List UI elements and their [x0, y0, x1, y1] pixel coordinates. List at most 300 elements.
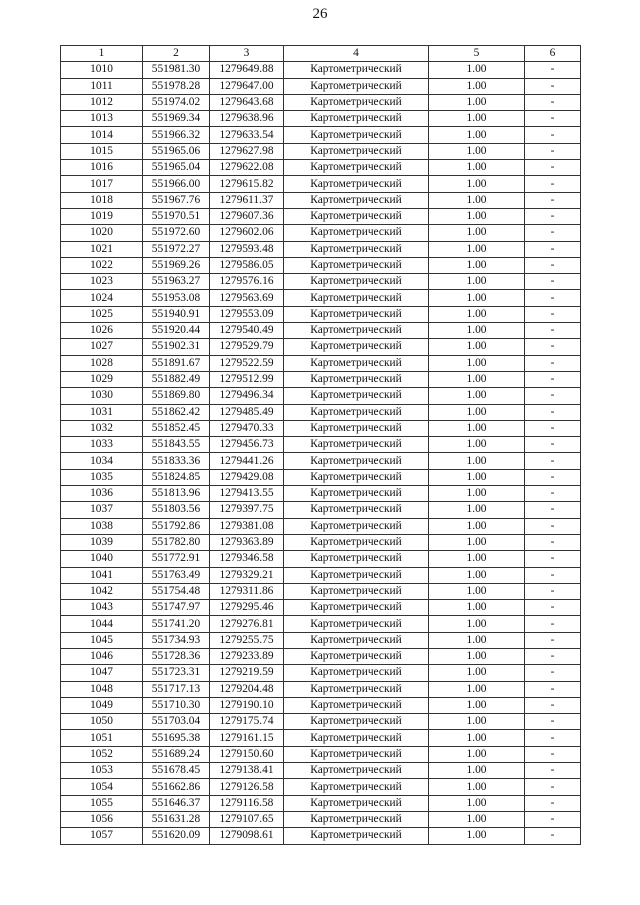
table-row — [61, 681, 581, 697]
note-cell: - — [525, 600, 581, 616]
y-coordinate-cell: 1279456.73 — [210, 437, 284, 453]
accuracy-cell: 1.00 — [429, 681, 525, 697]
note-cell: - — [525, 518, 581, 534]
note-cell: - — [525, 127, 581, 143]
y-coordinate-cell: 1279381.08 — [210, 518, 284, 534]
accuracy-cell: 1.00 — [429, 94, 525, 110]
method-cell: Картометрический — [284, 420, 429, 436]
x-coordinate-cell: 551963.27 — [143, 274, 210, 290]
point-number-cell: 1047 — [61, 665, 143, 681]
table-row — [61, 371, 581, 387]
point-number-cell: 1052 — [61, 746, 143, 762]
x-coordinate-cell: 551920.44 — [143, 323, 210, 339]
point-number-cell: 1021 — [61, 241, 143, 257]
accuracy-cell: 1.00 — [429, 371, 525, 387]
point-number-cell: 1019 — [61, 208, 143, 224]
point-number-cell: 1030 — [61, 388, 143, 404]
table-row — [61, 339, 581, 355]
note-cell: - — [525, 225, 581, 241]
method-cell: Картометрический — [284, 127, 429, 143]
y-coordinate-cell: 1279295.46 — [210, 600, 284, 616]
x-coordinate-cell: 551620.09 — [143, 828, 210, 844]
method-cell: Картометрический — [284, 697, 429, 713]
x-coordinate-cell: 551969.34 — [143, 111, 210, 127]
note-cell: - — [525, 469, 581, 485]
table-row — [61, 355, 581, 371]
method-cell: Картометрический — [284, 600, 429, 616]
note-cell: - — [525, 388, 581, 404]
method-cell: Картометрический — [284, 665, 429, 681]
table-row — [61, 551, 581, 567]
note-cell: - — [525, 274, 581, 290]
point-number-cell: 1041 — [61, 567, 143, 583]
x-coordinate-cell: 551792.86 — [143, 518, 210, 534]
method-cell: Картометрический — [284, 225, 429, 241]
note-cell: - — [525, 404, 581, 420]
table-row — [61, 62, 581, 78]
y-coordinate-cell: 1279138.41 — [210, 763, 284, 779]
y-coordinate-cell: 1279233.89 — [210, 648, 284, 664]
y-coordinate-cell: 1279413.55 — [210, 486, 284, 502]
note-cell: - — [525, 551, 581, 567]
table-row — [61, 534, 581, 550]
accuracy-cell: 1.00 — [429, 551, 525, 567]
y-coordinate-cell: 1279329.21 — [210, 567, 284, 583]
y-coordinate-cell: 1279638.96 — [210, 111, 284, 127]
table-row — [61, 648, 581, 664]
note-cell: - — [525, 437, 581, 453]
method-cell: Картометрический — [284, 551, 429, 567]
x-coordinate-cell: 551646.37 — [143, 795, 210, 811]
method-cell: Картометрический — [284, 681, 429, 697]
accuracy-cell: 1.00 — [429, 127, 525, 143]
y-coordinate-cell: 1279485.49 — [210, 404, 284, 420]
method-cell: Картометрический — [284, 648, 429, 664]
table-row — [61, 208, 581, 224]
point-number-cell: 1027 — [61, 339, 143, 355]
method-cell: Картометрический — [284, 176, 429, 192]
y-coordinate-cell: 1279615.82 — [210, 176, 284, 192]
note-cell: - — [525, 828, 581, 844]
method-cell: Картометрический — [284, 730, 429, 746]
y-coordinate-cell: 1279563.69 — [210, 290, 284, 306]
note-cell: - — [525, 453, 581, 469]
method-cell: Картометрический — [284, 779, 429, 795]
table-row — [61, 502, 581, 518]
y-coordinate-cell: 1279643.68 — [210, 94, 284, 110]
x-coordinate-cell: 551966.00 — [143, 176, 210, 192]
x-coordinate-cell: 551940.91 — [143, 306, 210, 322]
table-row — [61, 453, 581, 469]
table-row — [61, 176, 581, 192]
accuracy-cell: 1.00 — [429, 469, 525, 485]
y-coordinate-cell: 1279150.60 — [210, 746, 284, 762]
y-coordinate-cell: 1279633.54 — [210, 127, 284, 143]
y-coordinate-cell: 1279611.37 — [210, 192, 284, 208]
point-number-cell: 1012 — [61, 94, 143, 110]
point-number-cell: 1014 — [61, 127, 143, 143]
point-number-cell: 1010 — [61, 62, 143, 78]
accuracy-cell: 1.00 — [429, 486, 525, 502]
note-cell: - — [525, 257, 581, 273]
point-number-cell: 1036 — [61, 486, 143, 502]
accuracy-cell: 1.00 — [429, 192, 525, 208]
table-row — [61, 78, 581, 94]
method-cell: Картометрический — [284, 257, 429, 273]
table-row — [61, 192, 581, 208]
y-coordinate-cell: 1279190.10 — [210, 697, 284, 713]
accuracy-cell: 1.00 — [429, 143, 525, 159]
method-cell: Картометрический — [284, 828, 429, 844]
x-coordinate-cell: 551747.97 — [143, 600, 210, 616]
point-number-cell: 1040 — [61, 551, 143, 567]
method-cell: Картометрический — [284, 143, 429, 159]
accuracy-cell: 1.00 — [429, 241, 525, 257]
accuracy-cell: 1.00 — [429, 730, 525, 746]
y-coordinate-cell: 1279126.58 — [210, 779, 284, 795]
accuracy-cell: 1.00 — [429, 811, 525, 827]
point-number-cell: 1013 — [61, 111, 143, 127]
point-number-cell: 1016 — [61, 160, 143, 176]
point-number-cell: 1015 — [61, 143, 143, 159]
point-number-cell: 1033 — [61, 437, 143, 453]
method-cell: Картометрический — [284, 534, 429, 550]
note-cell: - — [525, 763, 581, 779]
method-cell: Картометрический — [284, 371, 429, 387]
accuracy-cell: 1.00 — [429, 665, 525, 681]
table-row — [61, 94, 581, 110]
method-cell: Картометрический — [284, 567, 429, 583]
y-coordinate-cell: 1279276.81 — [210, 616, 284, 632]
accuracy-cell: 1.00 — [429, 62, 525, 78]
method-cell: Картометрический — [284, 388, 429, 404]
y-coordinate-cell: 1279219.59 — [210, 665, 284, 681]
x-coordinate-cell: 551902.31 — [143, 339, 210, 355]
method-cell: Картометрический — [284, 323, 429, 339]
y-coordinate-cell: 1279602.06 — [210, 225, 284, 241]
point-number-cell: 1044 — [61, 616, 143, 632]
point-number-cell: 1025 — [61, 306, 143, 322]
x-coordinate-cell: 551869.80 — [143, 388, 210, 404]
method-cell: Картометрический — [284, 208, 429, 224]
table-row — [61, 290, 581, 306]
method-cell: Картометрический — [284, 62, 429, 78]
point-number-cell: 1046 — [61, 648, 143, 664]
note-cell: - — [525, 290, 581, 306]
x-coordinate-cell: 551972.27 — [143, 241, 210, 257]
table-row — [61, 795, 581, 811]
y-coordinate-cell: 1279175.74 — [210, 714, 284, 730]
note-cell: - — [525, 730, 581, 746]
note-cell: - — [525, 697, 581, 713]
accuracy-cell: 1.00 — [429, 534, 525, 550]
x-coordinate-cell: 551882.49 — [143, 371, 210, 387]
x-coordinate-cell: 551678.45 — [143, 763, 210, 779]
x-coordinate-cell: 551803.56 — [143, 502, 210, 518]
note-cell: - — [525, 567, 581, 583]
y-coordinate-cell: 1279627.98 — [210, 143, 284, 159]
point-number-cell: 1032 — [61, 420, 143, 436]
point-number-cell: 1026 — [61, 323, 143, 339]
note-cell: - — [525, 486, 581, 502]
table-row — [61, 274, 581, 290]
note-cell: - — [525, 78, 581, 94]
column-header: 4 — [284, 46, 429, 62]
table-row — [61, 143, 581, 159]
column-header: 6 — [525, 46, 581, 62]
method-cell: Картометрический — [284, 453, 429, 469]
accuracy-cell: 1.00 — [429, 225, 525, 241]
note-cell: - — [525, 665, 581, 681]
accuracy-cell: 1.00 — [429, 208, 525, 224]
method-cell: Картометрический — [284, 811, 429, 827]
y-coordinate-cell: 1279204.48 — [210, 681, 284, 697]
x-coordinate-cell: 551703.04 — [143, 714, 210, 730]
x-coordinate-cell: 551717.13 — [143, 681, 210, 697]
column-header: 3 — [210, 46, 284, 62]
y-coordinate-cell: 1279576.16 — [210, 274, 284, 290]
point-number-cell: 1053 — [61, 763, 143, 779]
accuracy-cell: 1.00 — [429, 111, 525, 127]
note-cell: - — [525, 339, 581, 355]
x-coordinate-cell: 551966.32 — [143, 127, 210, 143]
x-coordinate-cell: 551763.49 — [143, 567, 210, 583]
accuracy-cell: 1.00 — [429, 502, 525, 518]
x-coordinate-cell: 551974.02 — [143, 94, 210, 110]
x-coordinate-cell: 551843.55 — [143, 437, 210, 453]
y-coordinate-cell: 1279649.88 — [210, 62, 284, 78]
table-row — [61, 730, 581, 746]
y-coordinate-cell: 1279540.49 — [210, 323, 284, 339]
point-number-cell: 1042 — [61, 583, 143, 599]
accuracy-cell: 1.00 — [429, 697, 525, 713]
point-number-cell: 1028 — [61, 355, 143, 371]
note-cell: - — [525, 632, 581, 648]
y-coordinate-cell: 1279116.58 — [210, 795, 284, 811]
x-coordinate-cell: 551754.48 — [143, 583, 210, 599]
method-cell: Картометрический — [284, 192, 429, 208]
table-row — [61, 241, 581, 257]
table-row — [61, 127, 581, 143]
point-number-cell: 1023 — [61, 274, 143, 290]
note-cell: - — [525, 355, 581, 371]
point-number-cell: 1029 — [61, 371, 143, 387]
table-row — [61, 306, 581, 322]
note-cell: - — [525, 143, 581, 159]
method-cell: Картометрический — [284, 94, 429, 110]
y-coordinate-cell: 1279311.86 — [210, 583, 284, 599]
x-coordinate-cell: 551734.93 — [143, 632, 210, 648]
y-coordinate-cell: 1279107.65 — [210, 811, 284, 827]
method-cell: Картометрический — [284, 355, 429, 371]
accuracy-cell: 1.00 — [429, 306, 525, 322]
table-row — [61, 225, 581, 241]
table-row — [61, 600, 581, 616]
y-coordinate-cell: 1279496.34 — [210, 388, 284, 404]
y-coordinate-cell: 1279593.48 — [210, 241, 284, 257]
y-coordinate-cell: 1279647.00 — [210, 78, 284, 94]
note-cell: - — [525, 779, 581, 795]
x-coordinate-cell: 551723.31 — [143, 665, 210, 681]
accuracy-cell: 1.00 — [429, 714, 525, 730]
point-number-cell: 1049 — [61, 697, 143, 713]
table-row — [61, 486, 581, 502]
method-cell: Картометрический — [284, 290, 429, 306]
accuracy-cell: 1.00 — [429, 355, 525, 371]
table-row — [61, 437, 581, 453]
y-coordinate-cell: 1279607.36 — [210, 208, 284, 224]
column-header: 2 — [143, 46, 210, 62]
x-coordinate-cell: 551728.36 — [143, 648, 210, 664]
y-coordinate-cell: 1279622.08 — [210, 160, 284, 176]
point-number-cell: 1022 — [61, 257, 143, 273]
x-coordinate-cell: 551852.45 — [143, 420, 210, 436]
column-header: 5 — [429, 46, 525, 62]
y-coordinate-cell: 1279161.15 — [210, 730, 284, 746]
note-cell: - — [525, 616, 581, 632]
point-number-cell: 1050 — [61, 714, 143, 730]
x-coordinate-cell: 551981.30 — [143, 62, 210, 78]
method-cell: Картометрический — [284, 339, 429, 355]
accuracy-cell: 1.00 — [429, 404, 525, 420]
note-cell: - — [525, 648, 581, 664]
table-row — [61, 763, 581, 779]
point-number-cell: 1037 — [61, 502, 143, 518]
point-number-cell: 1031 — [61, 404, 143, 420]
x-coordinate-cell: 551631.28 — [143, 811, 210, 827]
accuracy-cell: 1.00 — [429, 583, 525, 599]
accuracy-cell: 1.00 — [429, 828, 525, 844]
accuracy-cell: 1.00 — [429, 795, 525, 811]
x-coordinate-cell: 551782.80 — [143, 534, 210, 550]
y-coordinate-cell: 1279346.58 — [210, 551, 284, 567]
method-cell: Картометрический — [284, 486, 429, 502]
note-cell: - — [525, 534, 581, 550]
table-row — [61, 567, 581, 583]
method-cell: Картометрический — [284, 160, 429, 176]
point-number-cell: 1038 — [61, 518, 143, 534]
accuracy-cell: 1.00 — [429, 437, 525, 453]
point-number-cell: 1056 — [61, 811, 143, 827]
accuracy-cell: 1.00 — [429, 257, 525, 273]
point-number-cell: 1045 — [61, 632, 143, 648]
table-row — [61, 779, 581, 795]
note-cell: - — [525, 420, 581, 436]
table-row — [61, 111, 581, 127]
table-row — [61, 632, 581, 648]
y-coordinate-cell: 1279397.75 — [210, 502, 284, 518]
note-cell: - — [525, 176, 581, 192]
table-row — [61, 697, 581, 713]
point-number-cell: 1054 — [61, 779, 143, 795]
point-number-cell: 1011 — [61, 78, 143, 94]
table-row — [61, 746, 581, 762]
column-header: 1 — [61, 46, 143, 62]
accuracy-cell: 1.00 — [429, 616, 525, 632]
y-coordinate-cell: 1279363.89 — [210, 534, 284, 550]
x-coordinate-cell: 551772.91 — [143, 551, 210, 567]
accuracy-cell: 1.00 — [429, 632, 525, 648]
accuracy-cell: 1.00 — [429, 518, 525, 534]
table-row — [61, 714, 581, 730]
note-cell: - — [525, 371, 581, 387]
table-row — [61, 323, 581, 339]
method-cell: Картометрический — [284, 241, 429, 257]
accuracy-cell: 1.00 — [429, 648, 525, 664]
method-cell: Картометрический — [284, 469, 429, 485]
method-cell: Картометрический — [284, 274, 429, 290]
note-cell: - — [525, 160, 581, 176]
page-number: 26 — [312, 6, 328, 22]
accuracy-cell: 1.00 — [429, 176, 525, 192]
point-number-cell: 1039 — [61, 534, 143, 550]
accuracy-cell: 1.00 — [429, 160, 525, 176]
note-cell: - — [525, 306, 581, 322]
y-coordinate-cell: 1279470.33 — [210, 420, 284, 436]
coordinates-table — [60, 45, 581, 845]
point-number-cell: 1048 — [61, 681, 143, 697]
y-coordinate-cell: 1279441.26 — [210, 453, 284, 469]
x-coordinate-cell: 551862.42 — [143, 404, 210, 420]
point-number-cell: 1024 — [61, 290, 143, 306]
table-body — [61, 62, 581, 844]
note-cell: - — [525, 795, 581, 811]
x-coordinate-cell: 551953.08 — [143, 290, 210, 306]
y-coordinate-cell: 1279255.75 — [210, 632, 284, 648]
accuracy-cell: 1.00 — [429, 339, 525, 355]
table-row — [61, 388, 581, 404]
x-coordinate-cell: 551824.85 — [143, 469, 210, 485]
y-coordinate-cell: 1279098.61 — [210, 828, 284, 844]
x-coordinate-cell: 551689.24 — [143, 746, 210, 762]
method-cell: Картометрический — [284, 306, 429, 322]
method-cell: Картометрический — [284, 518, 429, 534]
accuracy-cell: 1.00 — [429, 78, 525, 94]
note-cell: - — [525, 192, 581, 208]
x-coordinate-cell: 551891.67 — [143, 355, 210, 371]
header-row — [61, 46, 581, 62]
x-coordinate-cell: 551710.30 — [143, 697, 210, 713]
x-coordinate-cell: 551741.20 — [143, 616, 210, 632]
note-cell: - — [525, 681, 581, 697]
point-number-cell: 1043 — [61, 600, 143, 616]
y-coordinate-cell: 1279553.09 — [210, 306, 284, 322]
x-coordinate-cell: 551965.06 — [143, 143, 210, 159]
accuracy-cell: 1.00 — [429, 567, 525, 583]
accuracy-cell: 1.00 — [429, 274, 525, 290]
method-cell: Картометрический — [284, 746, 429, 762]
accuracy-cell: 1.00 — [429, 290, 525, 306]
table-row — [61, 518, 581, 534]
note-cell: - — [525, 502, 581, 518]
x-coordinate-cell: 551965.04 — [143, 160, 210, 176]
table-row — [61, 828, 581, 844]
method-cell: Картометрический — [284, 78, 429, 94]
x-coordinate-cell: 551813.96 — [143, 486, 210, 502]
method-cell: Картометрический — [284, 714, 429, 730]
note-cell: - — [525, 62, 581, 78]
accuracy-cell: 1.00 — [429, 453, 525, 469]
x-coordinate-cell: 551978.28 — [143, 78, 210, 94]
point-number-cell: 1034 — [61, 453, 143, 469]
accuracy-cell: 1.00 — [429, 323, 525, 339]
accuracy-cell: 1.00 — [429, 600, 525, 616]
point-number-cell: 1018 — [61, 192, 143, 208]
x-coordinate-cell: 551695.38 — [143, 730, 210, 746]
y-coordinate-cell: 1279429.08 — [210, 469, 284, 485]
method-cell: Картометрический — [284, 502, 429, 518]
note-cell: - — [525, 208, 581, 224]
